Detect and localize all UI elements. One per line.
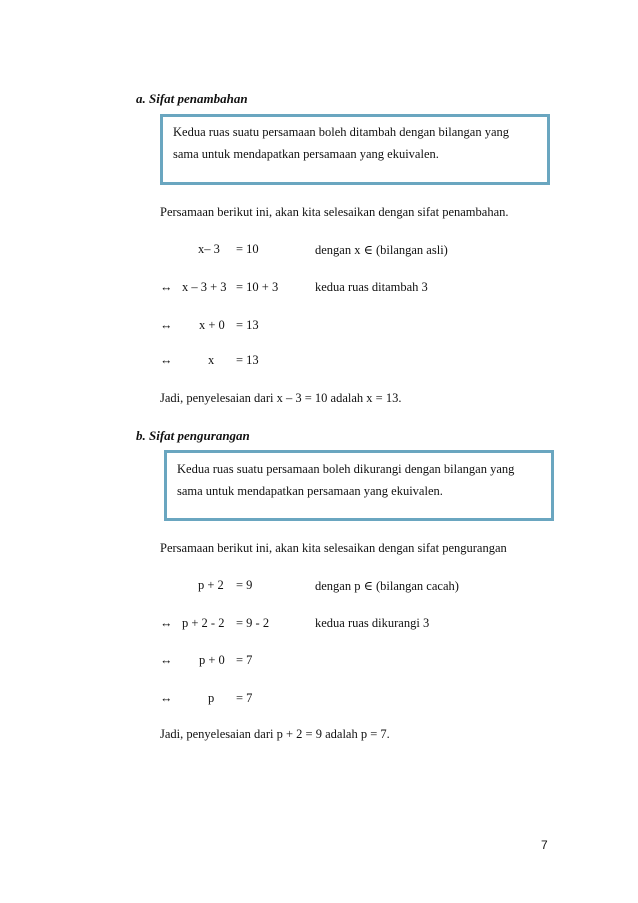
equivalence-icon: ↔	[160, 616, 173, 630]
equation-note: dengan x ∈ (bilangan asli)	[315, 243, 448, 257]
equivalence-icon: ↔	[160, 280, 173, 294]
equation-lhs: p + 0	[199, 653, 225, 667]
equation-note: kedua ruas dikurangi 3	[315, 616, 430, 630]
section-b-conclusion: Jadi, penyelesaian dari p + 2 = 9 adalah p = 7.	[160, 727, 390, 741]
section-a-intro: Persamaan berikut ini, akan kita selesaikan dengan sifat penambahan.	[160, 205, 509, 219]
equation-rhs: = 9	[236, 578, 253, 592]
equation-note: kedua ruas ditambah 3	[315, 280, 428, 294]
equation-rhs: = 9 - 2	[236, 616, 270, 630]
section-b-heading: b. Sifat pengurangan	[136, 428, 250, 443]
equation-lhs: p	[208, 691, 215, 705]
equation-lhs: p + 2 - 2	[182, 616, 225, 630]
equivalence-icon: ↔	[160, 653, 173, 667]
equation-rhs: = 10 + 3	[236, 280, 279, 294]
equation-rhs: = 13	[236, 318, 259, 332]
equation-lhs: x – 3 + 3	[182, 280, 227, 294]
definition-b-line-2: sama untuk mendapatkan persamaan yang ekuivalen.	[177, 484, 443, 498]
equation-note: dengan p ∈ (bilangan cacah)	[315, 579, 459, 593]
equation-rhs: = 7	[236, 691, 253, 705]
equivalence-icon: ↔	[160, 353, 173, 367]
definition-box-b	[164, 450, 554, 521]
equivalence-icon: ↔	[160, 691, 173, 705]
equation-lhs: x	[208, 353, 215, 367]
equation-lhs: x– 3	[198, 242, 220, 256]
equation-lhs: x + 0	[199, 318, 225, 332]
equation-lhs: p + 2	[198, 578, 224, 592]
equation-rhs: = 13	[236, 353, 259, 367]
page-number: 7	[541, 838, 548, 852]
definition-a-line-2: sama untuk mendapatkan persamaan yang ekuivalen.	[173, 147, 439, 161]
section-a-heading: a. Sifat penambahan	[136, 91, 248, 106]
definition-a-line-1: Kedua ruas suatu persamaan boleh ditambah dengan bilangan yang	[173, 125, 509, 139]
definition-b-line-1: Kedua ruas suatu persamaan boleh dikurangi dengan bilangan yang	[177, 462, 515, 476]
section-b-intro: Persamaan berikut ini, akan kita selesaikan dengan sifat pengurangan	[160, 541, 507, 555]
section-a-conclusion: Jadi, penyelesaian dari x – 3 = 10 adalah x = 13.	[160, 391, 402, 405]
equivalence-icon: ↔	[160, 318, 173, 332]
equation-rhs: = 7	[236, 653, 253, 667]
equation-rhs: = 10	[236, 242, 259, 256]
definition-box-a	[160, 114, 550, 185]
